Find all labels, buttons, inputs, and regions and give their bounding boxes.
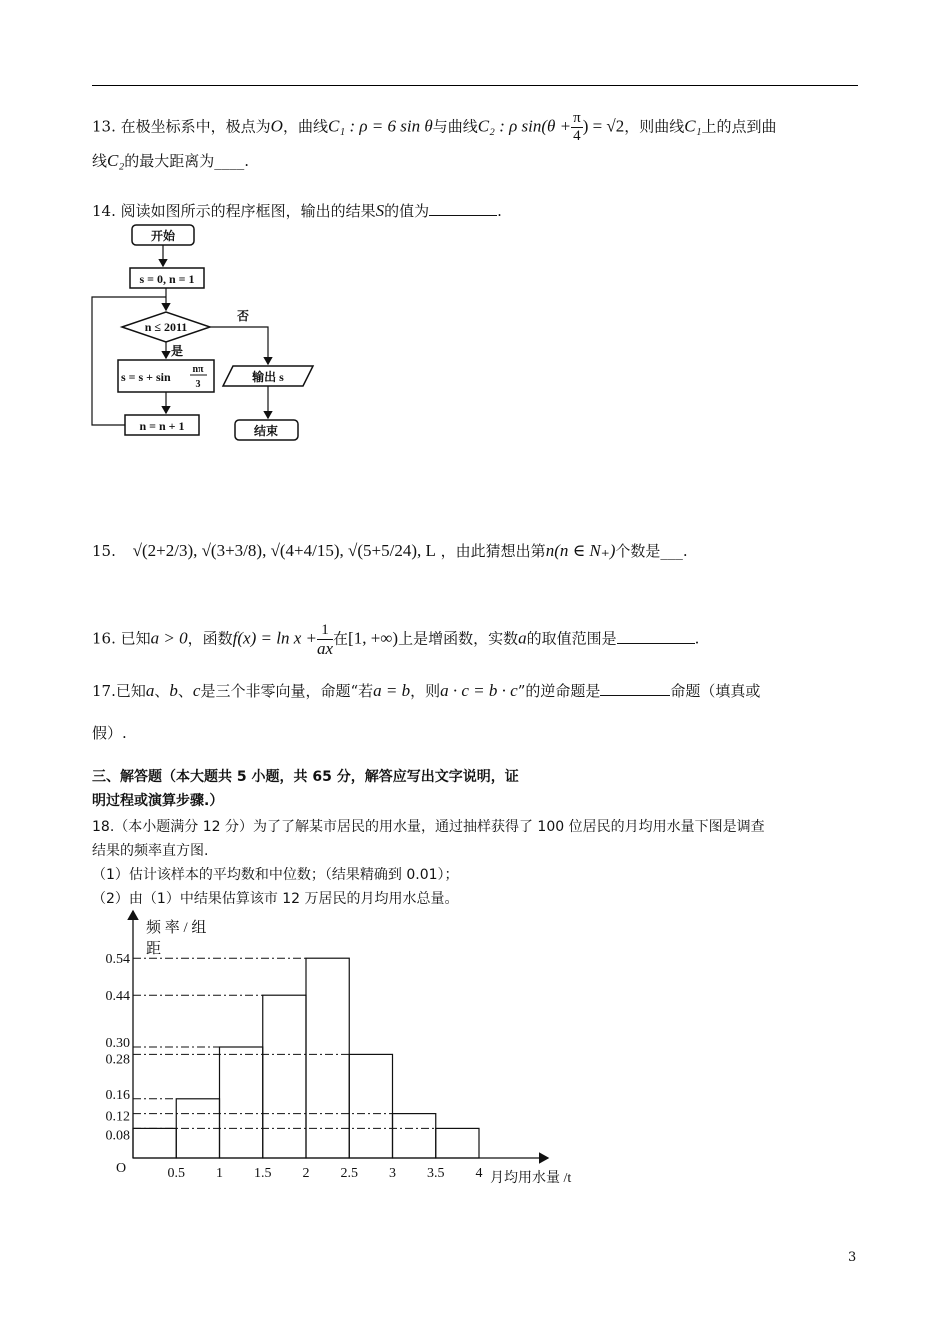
flow-cond-label: n ≤ 2011 [144,320,188,334]
flowchart [85,220,325,450]
y-tick-label: 0.28 [105,1052,130,1068]
question-18-part2: （2）由（1）中结果估算该市 12 万居民的月均用水总量。 [92,891,459,907]
question-13-line2: 线C₂的最大距离为____. [92,151,250,170]
section-heading: 三、解答题（本大题共 5 小题，共 65 分，解答应写出文字说明，证 [92,769,519,785]
histogram-bar [220,1047,263,1158]
y-axis-label: 频 率 / 组 [146,920,207,936]
flow-update-s-label: s = s + sin [121,370,171,384]
flow-output-label: 输出 s [252,370,284,384]
flow-end-label: 结束 [253,424,279,438]
histogram-bar [133,1128,176,1158]
answer-blank [600,681,670,696]
flow-init-label: s = 0, n = 1 [139,272,195,286]
flow-yes-label: 是 [171,344,184,358]
x-tick-label: 3.5 [427,1166,445,1181]
x-tick-label: 2.5 [340,1166,358,1181]
x-tick-label: 4 [475,1166,483,1181]
question-14: 14. 阅读如图所示的程序框图，输出的结果S的值为 . [92,201,502,220]
y-tick-label: 0.54 [105,952,130,968]
histogram-bar [263,995,306,1158]
x-tick-label: 3 [389,1166,396,1181]
histogram-bar [393,1114,436,1158]
x-tick-label: 2 [302,1166,310,1181]
x-tick-label: 0.5 [167,1166,185,1181]
question-17-line2: 假）. [92,724,127,742]
question-15: 15. √(2+2/3), √(3+3/8), √(4+4/15), √(5+5/24), L ，由此猜想出第n(n ∈ N₊)个数是___. [92,541,688,560]
section-heading-line2: 明过程或演算步骤.） [92,793,224,809]
question-17: 17.已知a、b、c是三个非零向量，命题“若a = b，则a · c = b · c”的逆命题是 命题（填真或 [92,681,761,700]
sequence-expression: √(2+2/3), √(3+3/8), √(4+4/15), √(5+5/24), L [132,541,436,560]
flow-no-label: 否 [237,309,250,323]
question-18: 18.（本小题满分 12 分）为了了解某市居民的用水量，通过抽样获得了 100 位居民的月均用水量下图是调查 [92,819,765,835]
header-rule [92,85,858,86]
y-tick-label: 0.08 [105,1128,130,1144]
question-18-part1: （1）估计该样本的平均数和中位数；（结果精确到 0.01）； [92,867,459,883]
histogram-bar [436,1128,479,1158]
x-tick-label: 1 [216,1166,223,1181]
y-tick-label: 0.44 [105,989,130,1005]
answer-blank [429,201,497,216]
y-tick-label: 0.12 [105,1109,130,1125]
svg-text:3: 3 [195,379,201,390]
x-tick-label: 1.5 [254,1166,272,1181]
y-axis-label-line2: 距 [146,941,162,957]
x-axis-label: 月均用水量 /t [490,1171,572,1186]
flow-update-n-label: n = n + 1 [139,419,185,433]
answer-blank [617,629,695,644]
origin-label: O [116,1161,127,1176]
question-13: 13. 在极坐标系中，极点为O，曲线C₁ : ρ = 6 sin θ与曲线C₂ : ρ sin(θ + $\frac{\pi}{4}$ ) = √2，则曲线C₁上的点到曲 [92,110,777,144]
svg-text:nπ: nπ [192,364,204,375]
question-16: 16. 已知a > 0，函数f(x) = ln x + $\frac{1}{ax}$ 在[1, +∞)上是增函数，实数a的取值范围是 . [92,622,700,658]
flow-start-label: 开始 [150,229,176,243]
y-tick-label: 0.16 [105,1087,130,1103]
question-18-line2: 结果的频率直方图. [92,843,209,859]
histogram-bar [349,1054,392,1158]
y-tick-label: 0.30 [105,1036,130,1051]
histogram [90,905,610,1190]
page-number: 3 [848,1250,857,1265]
